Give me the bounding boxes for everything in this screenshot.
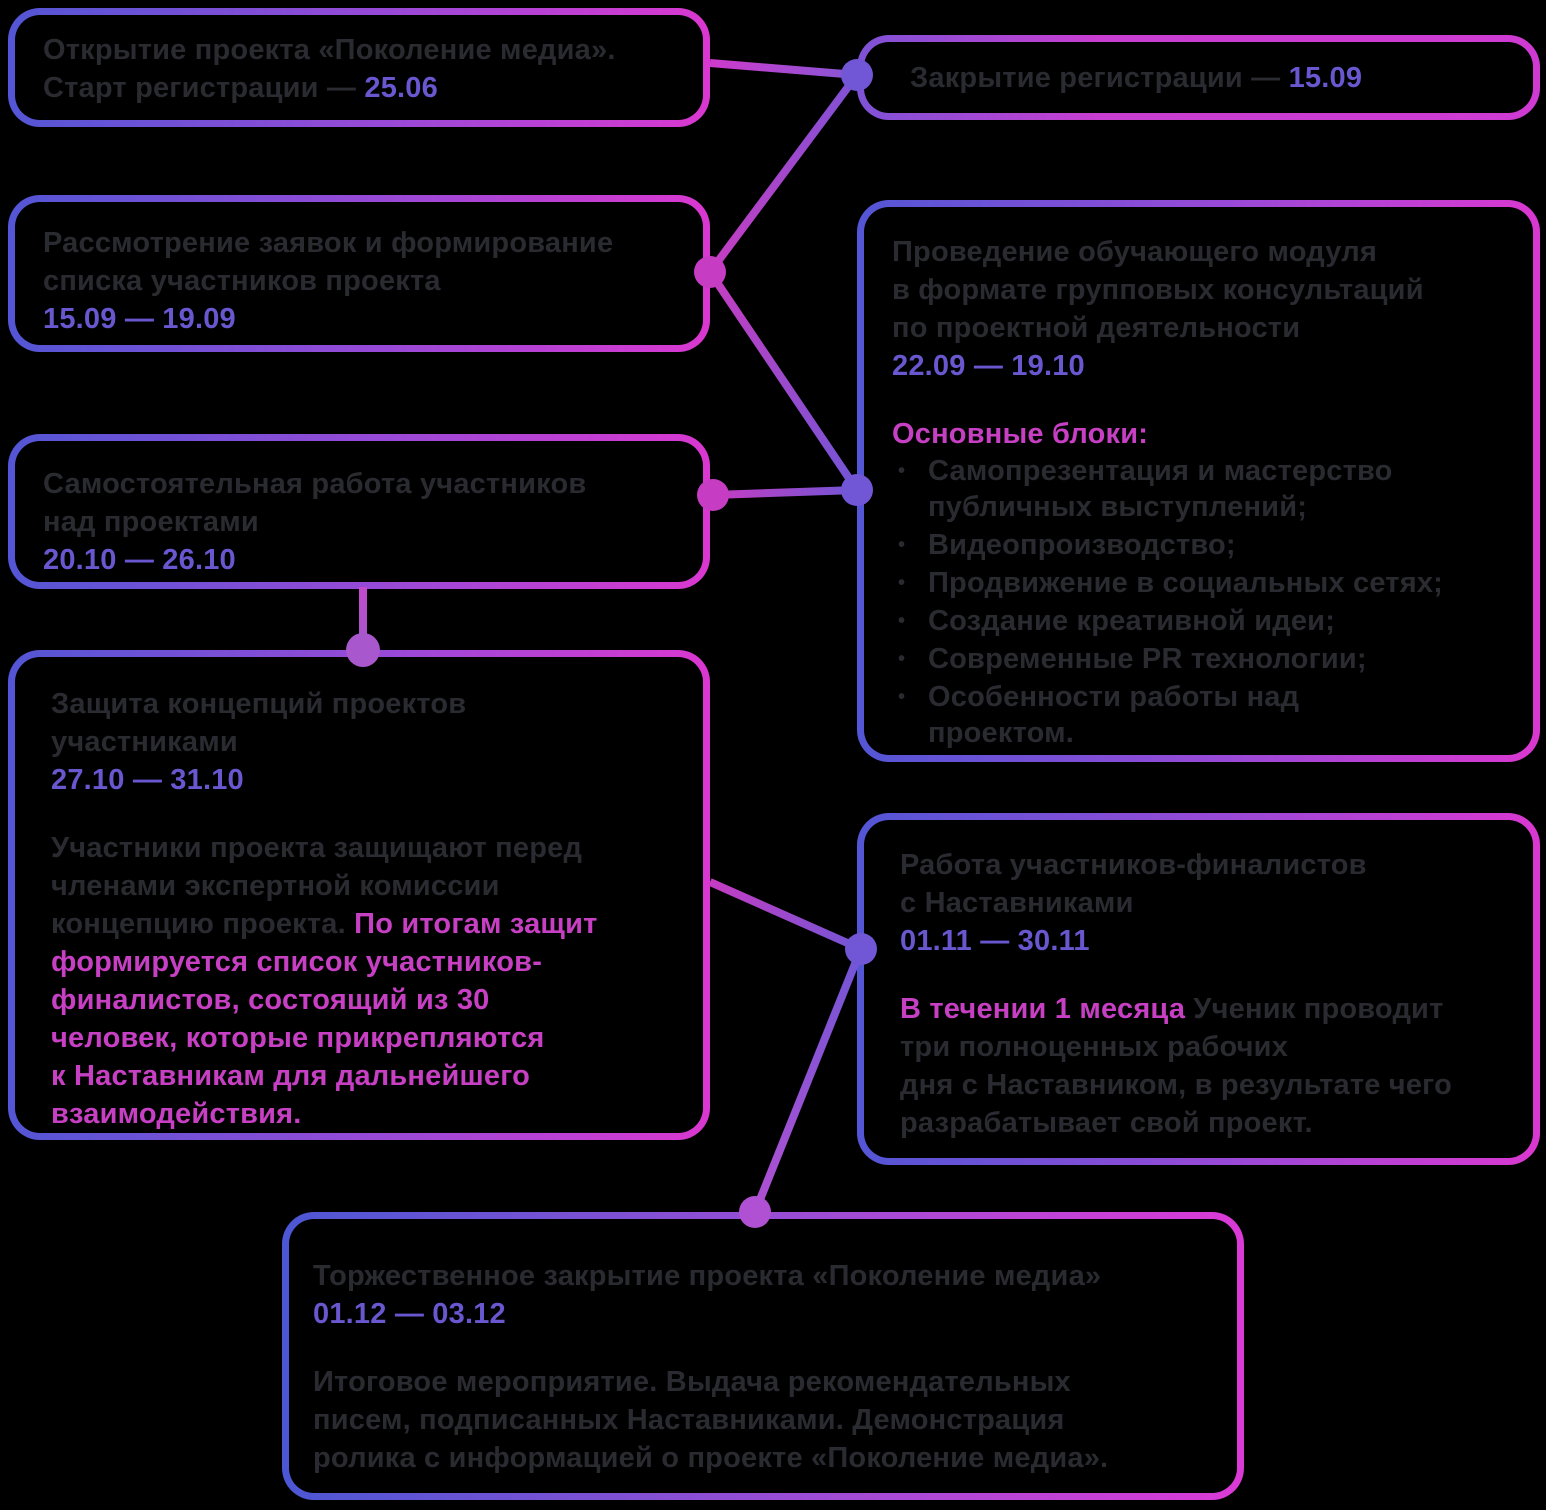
connector-mentors-to-closing bbox=[755, 949, 861, 1212]
closing-para-line: ролика с информацией о проекте «Поколение медиа». bbox=[313, 1442, 1109, 1474]
defense-text: членами экспертной комиссии bbox=[51, 870, 500, 902]
review-title-line2: списка участников проекта bbox=[43, 265, 441, 297]
opening-title: Открытие проекта «Поколение медиа». bbox=[43, 34, 616, 66]
bullet-dot-icon: • bbox=[898, 648, 906, 670]
defense-text: концепцию проекта. bbox=[51, 908, 355, 940]
training-title-line2: в формате групповых консультаций bbox=[892, 274, 1424, 306]
box-project-opening bbox=[8, 8, 710, 127]
connector-regclose-to-review bbox=[710, 75, 857, 272]
defense-para-line bbox=[51, 867, 675, 905]
connector-review-to-training bbox=[710, 272, 857, 490]
review-title-line1: Рассмотрение заявок и формирование bbox=[43, 227, 614, 259]
defense-highlight: финалистов, состоящий из 30 bbox=[51, 984, 490, 1016]
training-bullet-list bbox=[892, 453, 1505, 753]
defense-date: 27.10 — 31.10 bbox=[51, 764, 244, 796]
mentors-text: разрабатывает свой проект. bbox=[900, 1107, 1313, 1139]
independent-date: 20.10 — 26.10 bbox=[43, 544, 236, 576]
bullet-line: Самопрезентация и мастерство bbox=[928, 455, 1393, 487]
bullet-line: Продвижение в социальных сетях; bbox=[928, 567, 1444, 599]
defense-highlight: формируется список участников- bbox=[51, 946, 543, 978]
training-blocks-heading: Основные блоки: bbox=[892, 418, 1149, 450]
defense-para-line bbox=[51, 905, 675, 943]
defense-para-line bbox=[51, 943, 675, 981]
independent-title-line2: над проектами bbox=[43, 506, 259, 538]
spacer bbox=[51, 799, 675, 829]
bullet-line: Современные PR технологии; bbox=[928, 643, 1367, 675]
defense-para-line bbox=[51, 1095, 675, 1133]
independent-title-line1: Самостоятельная работа участников bbox=[43, 468, 587, 500]
training-date: 22.09 — 19.10 bbox=[892, 350, 1085, 382]
bullet-dot-icon: • bbox=[898, 534, 906, 556]
opening-label: Старт регистрации — bbox=[43, 72, 365, 104]
bullet-dot-icon: • bbox=[898, 610, 906, 632]
defense-para-line bbox=[51, 1057, 675, 1095]
defense-title-line1: Защита концепций проектов bbox=[51, 688, 467, 720]
mentors-para-line bbox=[900, 1028, 1507, 1066]
closing-title: Торжественное закрытие проекта «Поколение медиа» bbox=[313, 1260, 1102, 1292]
closing-para-line: Итоговое мероприятие. Выдача рекомендательных bbox=[313, 1366, 1071, 1398]
box-training-module bbox=[857, 200, 1540, 762]
spacer bbox=[900, 960, 1507, 990]
defense-title-line2: участниками bbox=[51, 726, 238, 758]
regclose-line bbox=[910, 59, 1505, 97]
spacer bbox=[313, 1333, 1213, 1363]
box-independent-work bbox=[8, 434, 710, 589]
defense-highlight: человек, которые прикрепляются bbox=[51, 1022, 545, 1054]
closing-para-line: писем, подписанных Наставниками. Демонстрация bbox=[313, 1404, 1065, 1436]
regclose-label: Закрытие регистрации — bbox=[910, 61, 1289, 94]
defense-para-line bbox=[51, 981, 675, 1019]
opening-date: 25.06 bbox=[364, 72, 438, 104]
defense-text: Участники проекта защищают перед bbox=[51, 832, 583, 864]
mentors-date: 01.11 — 30.11 bbox=[900, 925, 1090, 957]
training-bullet bbox=[898, 641, 1505, 677]
mentors-highlight: В течении 1 месяца bbox=[900, 993, 1194, 1025]
connector-defense-to-mentors bbox=[710, 882, 861, 949]
defense-highlight: к Наставникам для дальнейшего bbox=[51, 1060, 531, 1092]
mentors-text: дня с Наставником, в результате чего bbox=[900, 1069, 1452, 1101]
opening-subtitle bbox=[43, 69, 675, 107]
mentors-text: Ученик проводит bbox=[1193, 993, 1444, 1025]
training-bullet bbox=[898, 603, 1505, 639]
training-bullet bbox=[898, 453, 1505, 525]
box-project-closing bbox=[282, 1212, 1244, 1500]
mentors-text: три полноценных рабочих bbox=[900, 1031, 1289, 1063]
box-mentors-work bbox=[857, 813, 1540, 1165]
bullet-line: Создание креативной идеи; bbox=[928, 605, 1336, 637]
mentors-para-line bbox=[900, 990, 1507, 1028]
training-title-line1: Проведение обучающего модуля bbox=[892, 236, 1377, 268]
mentors-title-line2: с Наставниками bbox=[900, 887, 1134, 919]
regclose-date: 15.09 bbox=[1288, 61, 1363, 94]
training-bullet bbox=[898, 527, 1505, 563]
training-bullet bbox=[898, 679, 1505, 751]
mentors-para-line bbox=[900, 1066, 1507, 1104]
bullet-line: проектом. bbox=[928, 717, 1075, 749]
spacer bbox=[892, 385, 1505, 415]
defense-para-line bbox=[51, 829, 675, 867]
defense-highlight: По итогам защит bbox=[354, 908, 598, 940]
defense-highlight: взаимодействия. bbox=[51, 1098, 302, 1130]
bullet-dot-icon: • bbox=[898, 460, 906, 482]
mentors-title-line1: Работа участников-финалистов bbox=[900, 849, 1367, 881]
box-applications-review bbox=[8, 195, 710, 352]
box-registration-close bbox=[857, 35, 1540, 120]
connector-opening-to-regclose bbox=[710, 63, 857, 75]
bullet-line: публичных выступлений; bbox=[928, 491, 1308, 523]
defense-para-line bbox=[51, 1019, 675, 1057]
review-date: 15.09 — 19.09 bbox=[43, 303, 236, 335]
training-bullet bbox=[898, 565, 1505, 601]
bullet-line: Видеопроизводство; bbox=[928, 529, 1236, 561]
connector-independent-to-training bbox=[713, 490, 857, 495]
bullet-dot-icon: • bbox=[898, 686, 906, 708]
closing-date: 01.12 — 03.12 bbox=[313, 1298, 506, 1330]
bullet-dot-icon: • bbox=[898, 572, 906, 594]
training-title-line3: по проектной деятельности bbox=[892, 312, 1301, 344]
bullet-line: Особенности работы над bbox=[928, 681, 1300, 713]
box-concept-defense bbox=[8, 650, 710, 1140]
mentors-para-line bbox=[900, 1104, 1507, 1142]
